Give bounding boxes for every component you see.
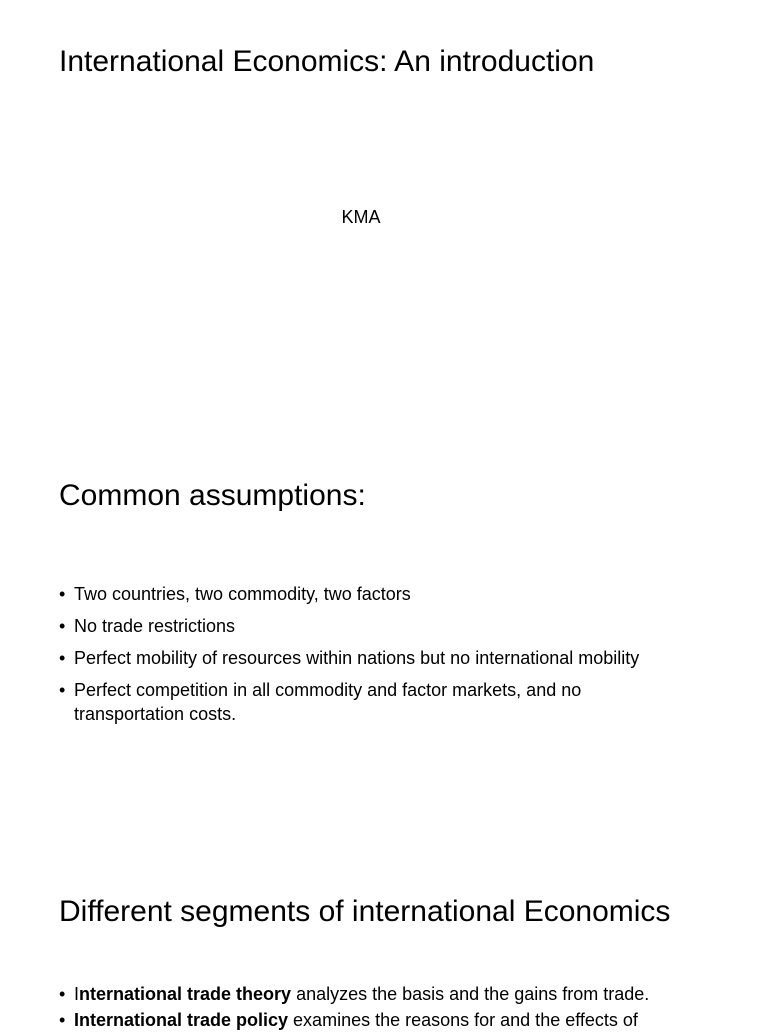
- list-item-term: nternational trade theory: [79, 984, 292, 1004]
- bullet-icon: •: [59, 984, 66, 1004]
- list-item-prefix: I: [74, 984, 80, 1004]
- list-item-text: Perfect competition in all commodity and factor markets, and no transportation costs.: [74, 680, 582, 724]
- list-item-text: analyzes the basis and the gains from trade.: [291, 984, 650, 1004]
- bullet-icon: •: [59, 616, 66, 636]
- bullet-icon: •: [59, 1010, 66, 1030]
- list-item-term: International trade policy: [74, 1010, 289, 1030]
- slide-2-title: Common assumptions:: [59, 479, 366, 512]
- slide-1-title: International Economics: An introduction: [59, 45, 595, 78]
- list-item: [59, 614, 649, 638]
- list-item: [59, 1008, 749, 1032]
- bullet-icon: •: [59, 680, 66, 700]
- list-item-text: No trade restrictions: [74, 616, 236, 636]
- bullet-icon: •: [59, 648, 66, 668]
- list-item: [59, 582, 649, 606]
- list-item-text: Perfect mobility of resources within nations but no international mobility: [74, 648, 640, 668]
- segments-list: [59, 982, 749, 1034]
- bullet-icon: •: [59, 584, 66, 604]
- list-item-text: examines the reasons for and the effects of: [288, 1010, 638, 1030]
- list-item-text: Two countries, two commodity, two factors: [74, 584, 411, 604]
- list-item: [59, 982, 749, 1006]
- list-item: [59, 646, 649, 670]
- slide-1-author: KMA: [341, 207, 381, 227]
- list-item: [59, 678, 649, 726]
- assumptions-list: [59, 582, 649, 734]
- slide-3-title: Different segments of international Economics: [59, 895, 671, 928]
